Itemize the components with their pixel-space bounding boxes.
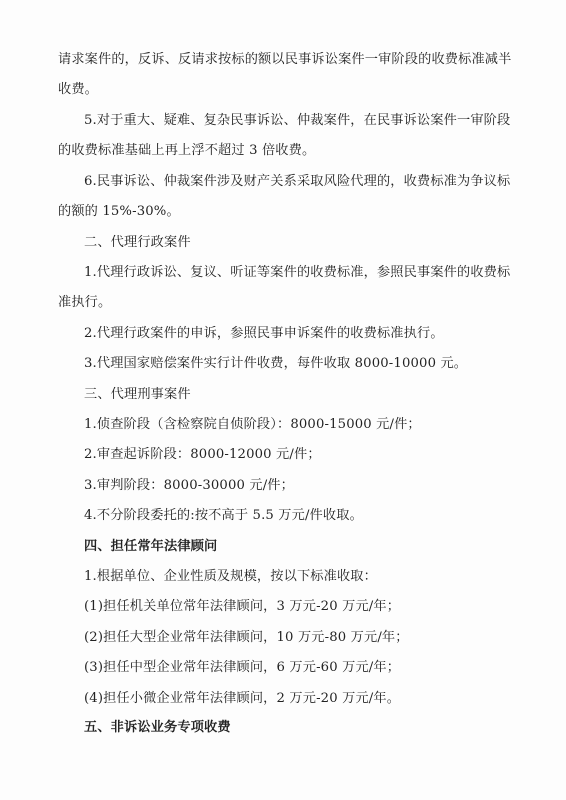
section-heading: 四、担任常年法律顾问 — [84, 539, 218, 554]
paragraph-line: 的收费标准基础上再上浮不超过 3 倍收费。 — [58, 143, 316, 158]
paragraph-line: 1.根据单位、企业性质及规模，按以下标准收取： — [84, 569, 377, 584]
paragraph-line: 1.侦查阶段（含检察院自侦阶段）：8000-15000 元/件； — [84, 417, 421, 432]
paragraph-line: 6.民事诉讼、仲裁案件涉及财产关系采取风险代理的，收费标准为争议标 — [84, 174, 511, 189]
paragraph-line: 2.代理行政案件的申诉，参照民事申诉案件的收费标准执行。 — [84, 326, 444, 341]
paragraph-line: 5.对于重大、疑难、复杂民事诉讼、仲裁案件，在民事诉讼案件一审阶段 — [84, 113, 511, 128]
paragraph-line: (2)担任大型企业常年法律顾问，10 万元-80 万元/年； — [84, 630, 409, 645]
paragraph-line: 的额的 15%-30%。 — [58, 204, 180, 219]
paragraph-line: 3.代理国家赔偿案件实行计件收费，每件收取 8000-10000 元。 — [84, 356, 468, 371]
paragraph-line: 收费。 — [58, 82, 99, 97]
paragraph-line: 2.审查起诉阶段：8000-12000 元/件； — [84, 447, 321, 462]
paragraph-line: 4.不分阶段委托的:按不高于 5.5 万元/件收取。 — [84, 508, 363, 523]
section-heading: 五、非诉讼业务专项收费 — [84, 720, 231, 735]
paragraph-line: 请求案件的，反诉、反请求按标的额以民事诉讼案件一审阶段的收费标准减半 — [58, 52, 512, 67]
paragraph-line: 3.审判阶段：8000-30000 元/件； — [84, 478, 294, 493]
paragraph-line: 准执行。 — [58, 295, 112, 310]
section-heading: 二、代理行政案件 — [84, 235, 191, 250]
paragraph-line: 1.代理行政诉讼、复议、听证等案件的收费标准，参照民事案件的收费标 — [84, 265, 511, 280]
paragraph-line: (3)担任中型企业常年法律顾问，6 万元-60 万元/年； — [84, 660, 401, 675]
paragraph-line: (1)担任机关单位常年法律顾问，3 万元-20 万元/年； — [84, 599, 401, 614]
section-heading: 三、代理刑事案件 — [84, 387, 191, 402]
paragraph-line: (4)担任小微企业常年法律顾问，2 万元-20 万元/年。 — [84, 691, 401, 706]
